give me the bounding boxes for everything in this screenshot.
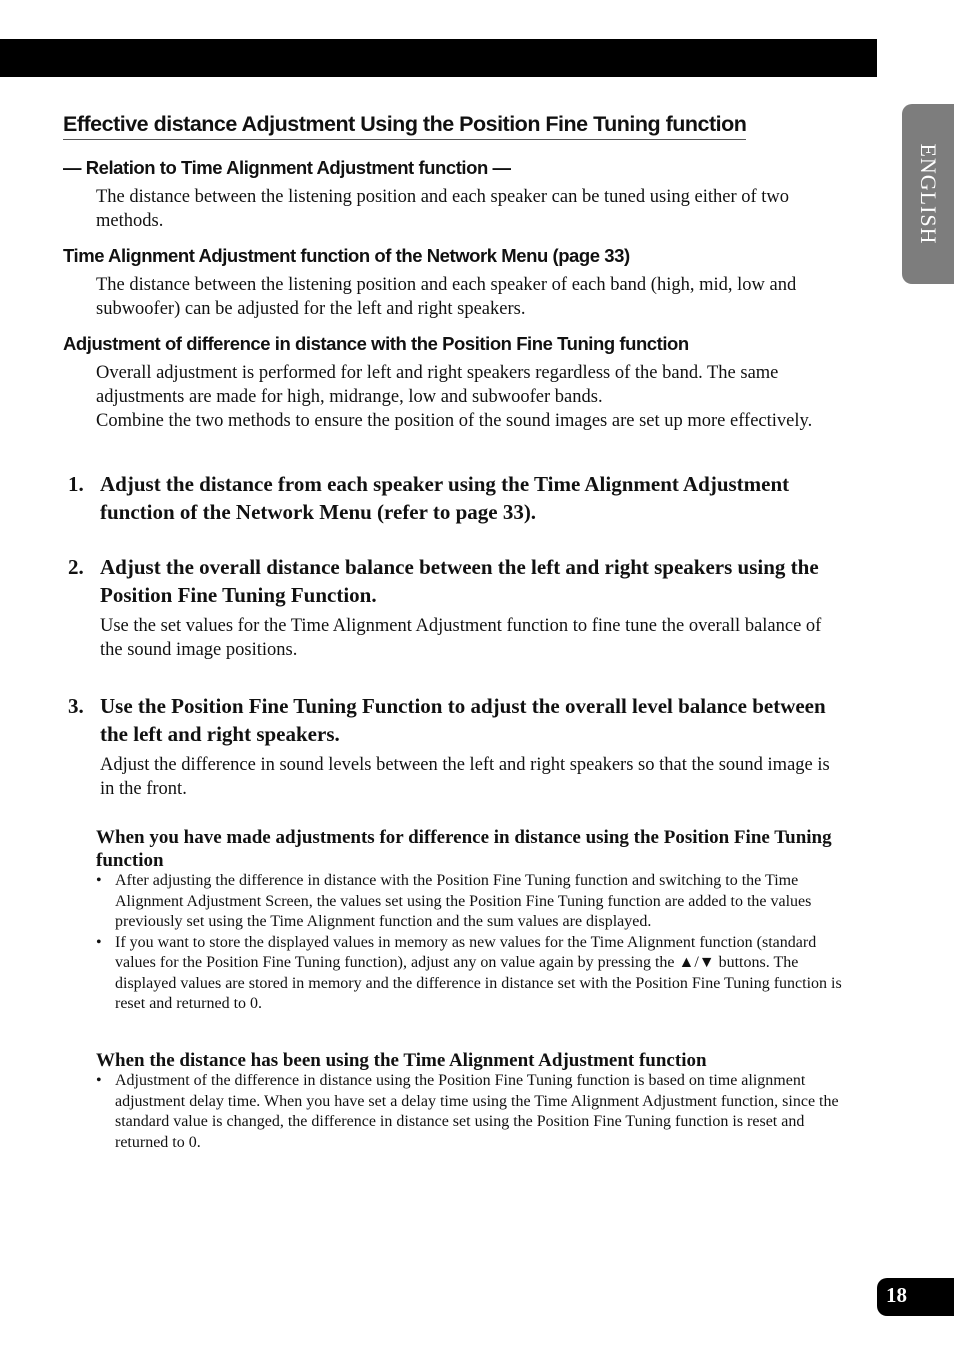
- bullet-text: Adjustment of the difference in distance using the Position Fine Tuning function is based on time alignment adjustment delay time. When you have set a delay time using the Time Alignment Adjustment function, since the standard value is changed, the difference in distance set using the Position Fine Tuning function is reset and returned to 0.: [115, 1072, 839, 1151]
- section-body-combine: Combine the two methods to ensure the position of the sound images are set up more effectively.: [96, 411, 813, 431]
- page-number: 18: [886, 1283, 907, 1307]
- bullet-text: If you want to store the displayed values in memory as new values for the Time Alignment function (standard values for the Position Fine Tuning function), adjust any on value again by pressing the ▲/▼ buttons. The displayed values are stored in memory and the difference in distance set with the Position Fine Tuning function is reset and returned to 0.: [115, 933, 842, 1012]
- section-heading-position-fine-tuning: Adjustment of difference in distance with the Position Fine Tuning function: [63, 333, 689, 354]
- page-title: Effective distance Adjustment Using the Position Fine Tuning function: [63, 112, 746, 140]
- bullet-icon: •: [96, 1072, 102, 1089]
- section-body-position-fine-tuning: Overall adjustment is performed for left and right speakers regardless of the band. The same adjustments are made for high, midrange, low and subwoofer bands.: [96, 363, 779, 407]
- note-heading-time-alignment: When the distance has been using the Time Alignment Adjustment function: [96, 1050, 707, 1071]
- list-item: [96, 933, 846, 1015]
- section-heading-relation: — Relation to Time Alignment Adjustment function —: [63, 157, 511, 178]
- note-heading-position-fine-tuning: When you have made adjustments for difference in distance using the Position Fine Tuning function: [96, 827, 832, 871]
- step-title: Adjust the overall distance balance between the left and right speakers using the Position Fine Tuning Function.: [100, 555, 819, 607]
- header-bar: [0, 39, 877, 77]
- section-body-time-alignment: The distance between the listening position and each speaker of each band (high, mid, low and subwoofer) can be adjusted for the left and right speakers.: [96, 275, 797, 319]
- bullet-icon: •: [96, 933, 102, 951]
- step-number: 1.: [68, 472, 84, 496]
- section-body-relation: The distance between the listening position and each speaker can be tuned using either of two methods.: [96, 187, 790, 231]
- bullet-icon: •: [96, 872, 102, 889]
- page-number-badge: [877, 1278, 954, 1316]
- language-tab-label: ENGLISH: [916, 143, 941, 245]
- note-bullet-list: [96, 1071, 846, 1153]
- list-item: [96, 871, 846, 933]
- step-description: Use the set values for the Time Alignment Adjustment function to fine tune the overall balance of the sound image positions.: [100, 616, 822, 660]
- step-title: Use the Position Fine Tuning Function to adjust the overall level balance between the left and right speakers.: [100, 694, 826, 746]
- language-tab: [902, 104, 954, 284]
- section-heading-time-alignment: Time Alignment Adjustment function of the Network Menu (page 33): [63, 245, 630, 266]
- bullet-text: After adjusting the difference in distance with the Position Fine Tuning function and switching to the Time Alignment Adjustment Screen, the values set using the Position Fine Tuning function are added to the values previously set using the Time Alignment function and the sum values are displayed.: [115, 872, 812, 930]
- step-number: 2.: [68, 555, 84, 579]
- note-bullet-list: [96, 871, 846, 1015]
- step-title: Adjust the distance from each speaker using the Time Alignment Adjustment function of the Network Menu (refer to page 33).: [100, 472, 790, 524]
- list-item: [96, 1071, 846, 1153]
- step-description: Adjust the difference in sound levels between the left and right speakers so that the sound image is in the front.: [100, 755, 830, 799]
- step-number: 3.: [68, 694, 84, 718]
